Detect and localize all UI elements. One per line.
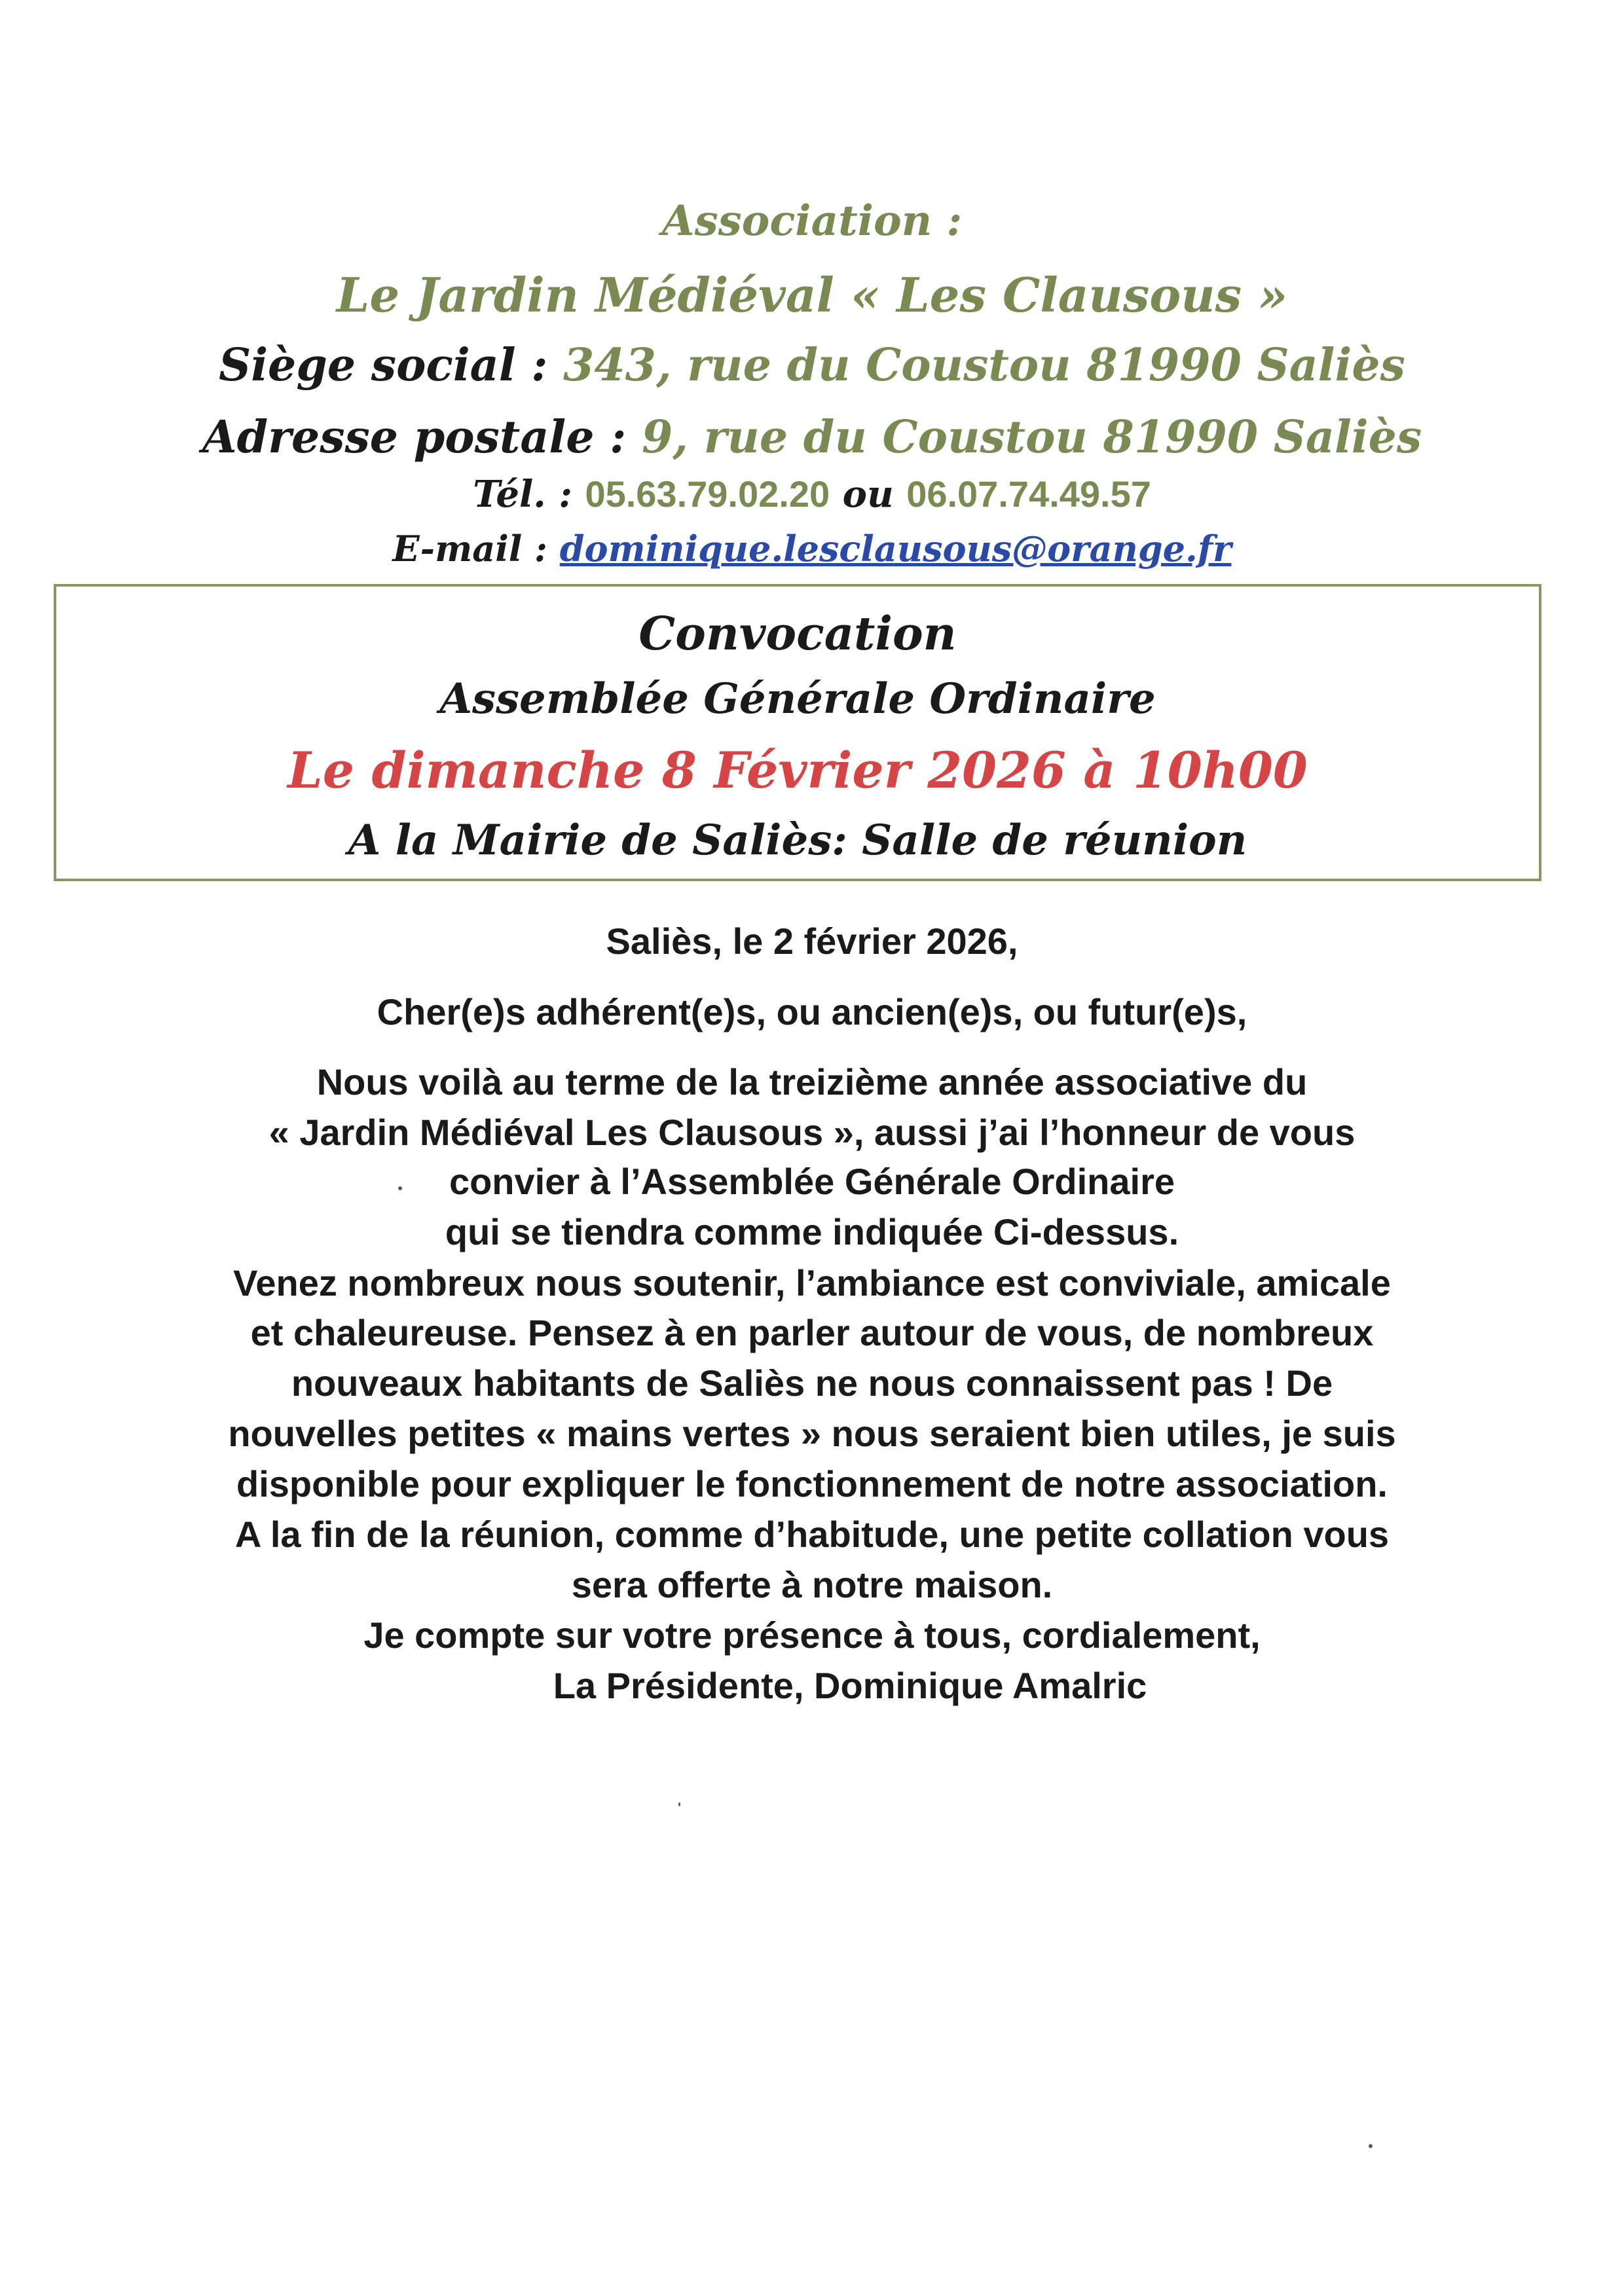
letter-line: Venez nombreux nous soutenir, l’ambiance est conviviale, amicale [233,1262,1391,1303]
letter-line: « Jardin Médiéval Les Clausous », aussi j’ai l’honneur de vous [268,1112,1356,1153]
letter-line: A la fin de la réunion, comme d’habitude, une petite collation vous [234,1514,1390,1555]
tel-label: Tél. : [473,473,585,516]
tel-or: ou [830,473,907,516]
siege-value: 343, rue du Coustou 81990 Saliès [563,339,1405,392]
adresse-label: Adresse postale : [202,411,642,464]
letter-line: et chaleureuse. Pensez à en parler autour de vous, de nombreux [250,1312,1374,1353]
tel-number-1: 05.63.79.02.20 [585,473,830,515]
letter-line: Nous voilà au terme de la treizième année associative du [316,1061,1308,1102]
association-name: Le Jardin Médiéval « Les Clausous » [336,267,1288,323]
scan-speck [398,1186,402,1190]
assembly-subtitle: Assemblée Générale Ordinaire [439,674,1156,723]
letter-line: sera offerte à notre maison. [571,1564,1053,1605]
email-link[interactable]: dominique.lesclausous@orange.fr [559,528,1232,570]
email-line [0,528,1624,570]
adresse-postale-line [0,411,1624,464]
letter-date: Saliès, le 2 février 2026, [606,920,1018,962]
convocation-title: Convocation [638,606,957,661]
email-label: E-mail : [392,528,560,570]
letter-line: nouvelles petites « mains vertes » nous seraient bien utiles, je suis [228,1413,1396,1454]
siege-label: Siège social : [219,339,564,392]
association-label: Association : [661,196,963,246]
convocation-box [54,584,1541,881]
scan-speck [678,1802,680,1806]
letter-signature: La Présidente, Dominique Amalric [553,1665,1147,1706]
letter-line: Je compte sur votre présence à tous, cordialement, [363,1614,1261,1656]
scan-speck [1369,2144,1373,2148]
siege-social-line [0,339,1624,392]
tel-number-2: 06.07.74.49.57 [906,473,1151,515]
letter-salutation: Cher(e)s adhérent(e)s, ou ancien(e)s, ou futur(e)s, [377,991,1247,1032]
meeting-date: Le dimanche 8 Février 2026 à 10h00 [287,741,1308,799]
telephone-line [0,473,1624,516]
letter-line: nouveaux habitants de Saliès ne nous connaissent pas ! De [291,1362,1333,1404]
letter-line: disponible pour expliquer le fonctionnement de notre association. [236,1463,1388,1504]
meeting-place: A la Mairie de Saliès: Salle de réunion [348,816,1247,865]
letter-line: qui se tiendra comme indiquée Ci-dessus. [445,1211,1179,1252]
adresse-value: 9, rue du Coustou 81990 Saliès [641,411,1422,464]
letter-line: convier à l’Assemblée Générale Ordinaire [449,1161,1175,1202]
